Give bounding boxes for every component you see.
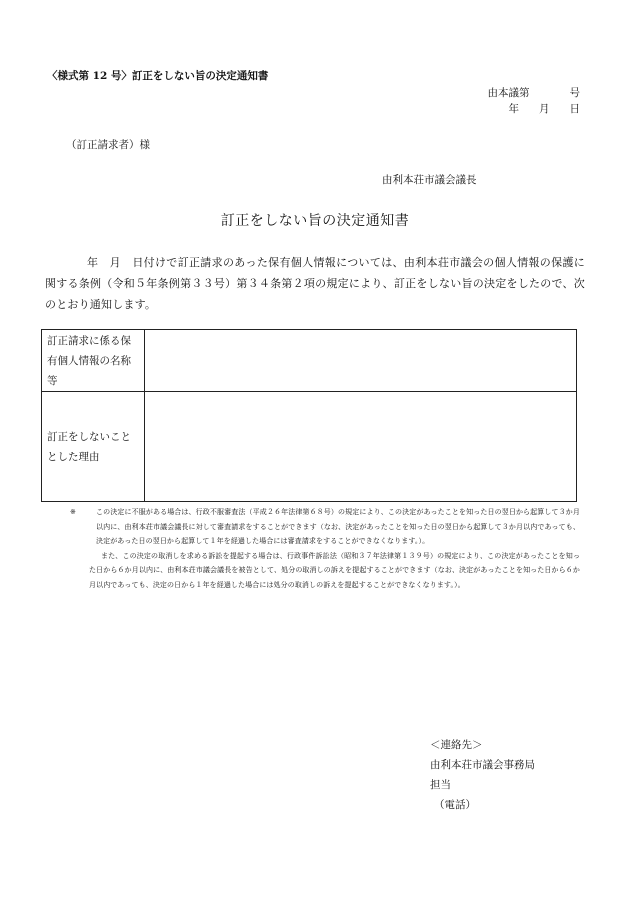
table-row: [42, 392, 577, 502]
date-year: 年: [508, 103, 519, 115]
notice-body: 年 月 日付けで訂正請求のあった保有個人情報については、由利本荘市議会の個人情報の保護に関する条例（令和５年条例第３３号）第３４条第２項の規定により、訂正をしない旨の決定をしたので、次のとおり通知します。: [45, 256, 585, 311]
reason-label: 訂正をしないこととした理由: [42, 392, 145, 502]
issue-date: [489, 101, 581, 116]
form-number: 〈様式第 12 号〉訂正をしない旨の決定通知書: [47, 70, 269, 82]
contact-person: 担当: [430, 779, 451, 791]
contact-heading: ＜連絡先＞: [430, 739, 483, 751]
date-month: 月: [539, 103, 550, 115]
document-number-suffix: 号: [569, 87, 580, 99]
note-appeal: この決定に不服がある場合は、行政不服審査法（平成２６年法律第６８号）の規定により、この決定があったことを知った日の翌日から起算して３か月以内に、由利本荘市議会議長に対して審査請求をすることができます（なお、決定があったことを知った日の翌日から起算して３か月以内であっても、決定があった日の翌日から起算して１年を経過した場合には審査請求をすることができなくなります。）。: [96, 508, 580, 545]
request-info-label: 訂正請求に係る保有個人情報の名称等: [42, 330, 145, 392]
contact-office: 由利本荘市議会事務局: [430, 759, 535, 771]
contact-block: [430, 735, 535, 815]
request-info-value: [145, 330, 577, 392]
note-mark: ※: [70, 508, 76, 516]
date-day: 日: [569, 103, 580, 115]
decision-table: [41, 329, 577, 502]
document-number-prefix: 由本議第: [487, 87, 530, 99]
notes: [70, 505, 580, 592]
addressee: （訂正請求者）様: [66, 139, 150, 151]
issuer: 由利本荘市議会議長: [382, 174, 477, 186]
table-row: [42, 330, 577, 392]
contact-phone: （電話）: [434, 799, 476, 811]
document-number: [488, 85, 581, 100]
reason-value: [145, 392, 577, 502]
note-lawsuit: また、この決定の取消しを求める訴訟を提起する場合は、行政事件訴訟法（昭和３７年法律第１３９号）の規定により、この決定があったことを知った日から６か月以内に、由利本荘市議会議長を被告として、処分の取消しの訴えを提起することができます（なお、決定があったことを知った日から６か月以内であっても、決定の日から１年を経過した場合には処分の取消しの訴えを提起することができなくなります。）。: [89, 551, 580, 589]
document-title: 訂正をしない旨の決定通知書: [220, 213, 410, 229]
